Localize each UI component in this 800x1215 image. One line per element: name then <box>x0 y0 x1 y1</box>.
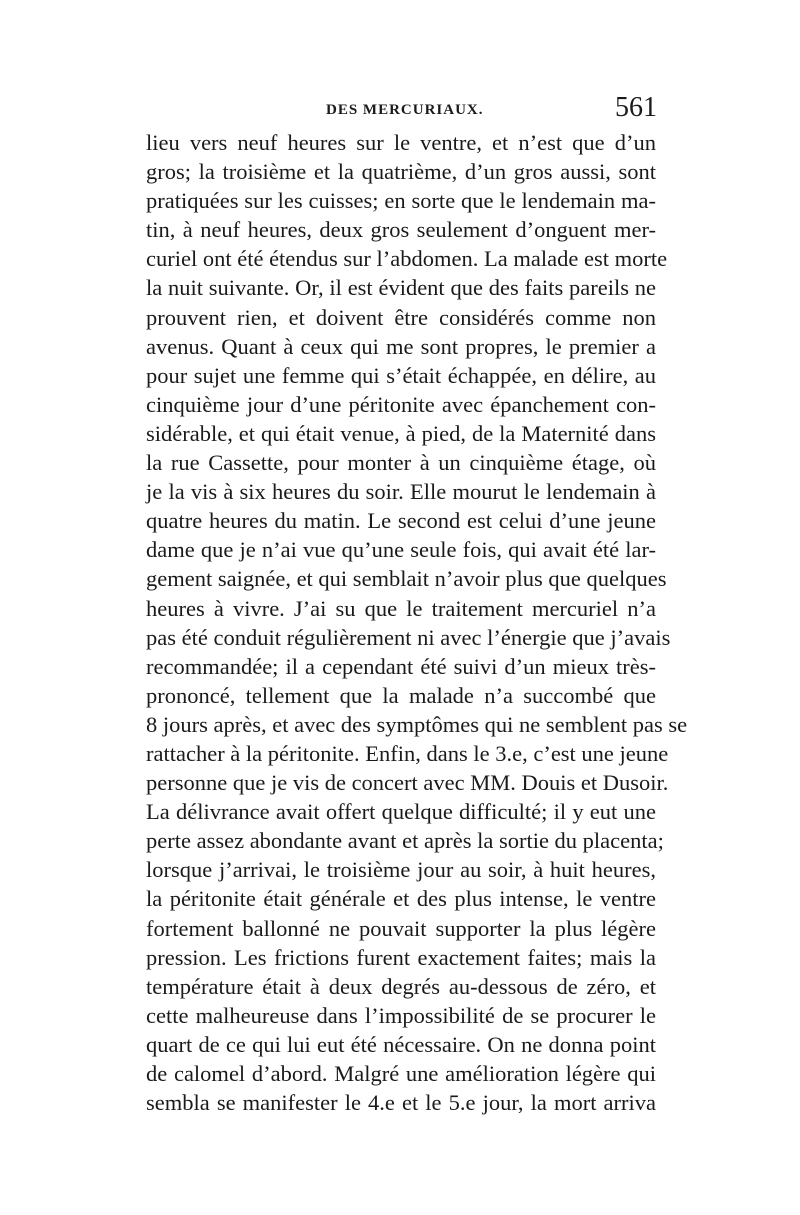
text-line: pression. Les frictions furent exactement faites; mais la <box>146 944 656 970</box>
text-line: température était à deux degrés au-dessous de zéro, et <box>146 973 656 999</box>
text-line: cinquième jour d’une péritonite avec épanchement con- <box>146 391 656 417</box>
text-line: prouvent rien, et doivent être considérés comme non <box>146 304 656 330</box>
text-line: de calomel d’abord. Malgré une amélioration légère qui <box>146 1061 656 1086</box>
text-line: lieu vers neuf heures sur le ventre, et n’est que d’un <box>146 130 656 155</box>
text-line: prononcé, tellement que la malade n’a succombé que <box>146 682 656 708</box>
text-line: sembla se manifester le 4.e et le 5.e jour, la mort arriva <box>146 1090 656 1116</box>
text-line: quatre heures du matin. Le second est celui d’une jeune <box>146 508 656 534</box>
text-line: rattacher à la péritonite. Enfin, dans le 3.e, c’est une jeune <box>146 740 669 766</box>
text-line: La délivrance avait offert quelque difficulté; il y eut une <box>146 799 656 825</box>
text-line: heures à vivre. J’ai su que le traitement mercuriel n’a <box>146 595 656 621</box>
text-line: pour sujet une femme qui s’était échappée, en délire, au <box>146 362 656 388</box>
text-line: personne que je vis de concert avec MM. Douis et Dusoir. <box>146 770 669 796</box>
text-line: avenus. Quant à ceux qui me sont propres, le premier a <box>146 333 656 359</box>
text-line: curiel ont été étendus sur l’abdomen. La malade est morte <box>146 246 668 272</box>
text-line: la rue Cassette, pour monter à un cinquième étage, où <box>146 450 656 476</box>
text-line: 8 jours après, et avec des symptômes qui ne semblent pas se <box>146 711 688 737</box>
text-line: gros; la troisième et la quatrième, d’un gros aussi, sont <box>146 159 656 185</box>
text-line: je la vis à six heures du soir. Elle mourut le lendemain à <box>146 479 656 505</box>
text-line: quart de ce qui lui eut été nécessaire. On ne donna point <box>146 1031 656 1057</box>
text-line: lorsque j’arrivai, le troisième jour au soir, à huit heures, <box>146 857 656 883</box>
text-line: cette malheureuse dans l’impossibilité de se procurer le <box>146 1002 656 1028</box>
text-line: la nuit suivante. Or, il est évident que des faits pareils ne <box>146 275 656 301</box>
body-text <box>146 128 688 1117</box>
running-head <box>140 92 665 128</box>
text-line: sidérable, et qui était venue, à pied, de la Maternité dans <box>146 420 656 446</box>
text-line: pratiquées sur les cuisses; en sorte que le lendemain ma- <box>146 188 656 214</box>
text-line: tin, à neuf heures, deux gros seulement d’onguent mer- <box>146 217 656 243</box>
running-title: DES MERCURIAUX. <box>326 102 484 118</box>
text-line: la péritonite était générale et des plus intense, le ventre <box>146 886 656 912</box>
page-number: 561 <box>615 92 657 123</box>
text-line: pas été conduit régulièrement ni avec l’énergie que j’avais <box>146 624 671 650</box>
text-line: perte assez abondante avant et après la sortie du placenta; <box>146 828 664 854</box>
text-line: dame que je n’ai vue qu’une seule fois, qui avait été lar- <box>146 537 656 563</box>
text-line: gement saignée, et qui semblait n’avoir plus que quelques <box>146 566 667 592</box>
text-line: fortement ballonné ne pouvait supporter la plus légère <box>146 915 656 941</box>
text-line: recommandée; il a cependant été suivi d’un mieux très- <box>146 653 656 679</box>
